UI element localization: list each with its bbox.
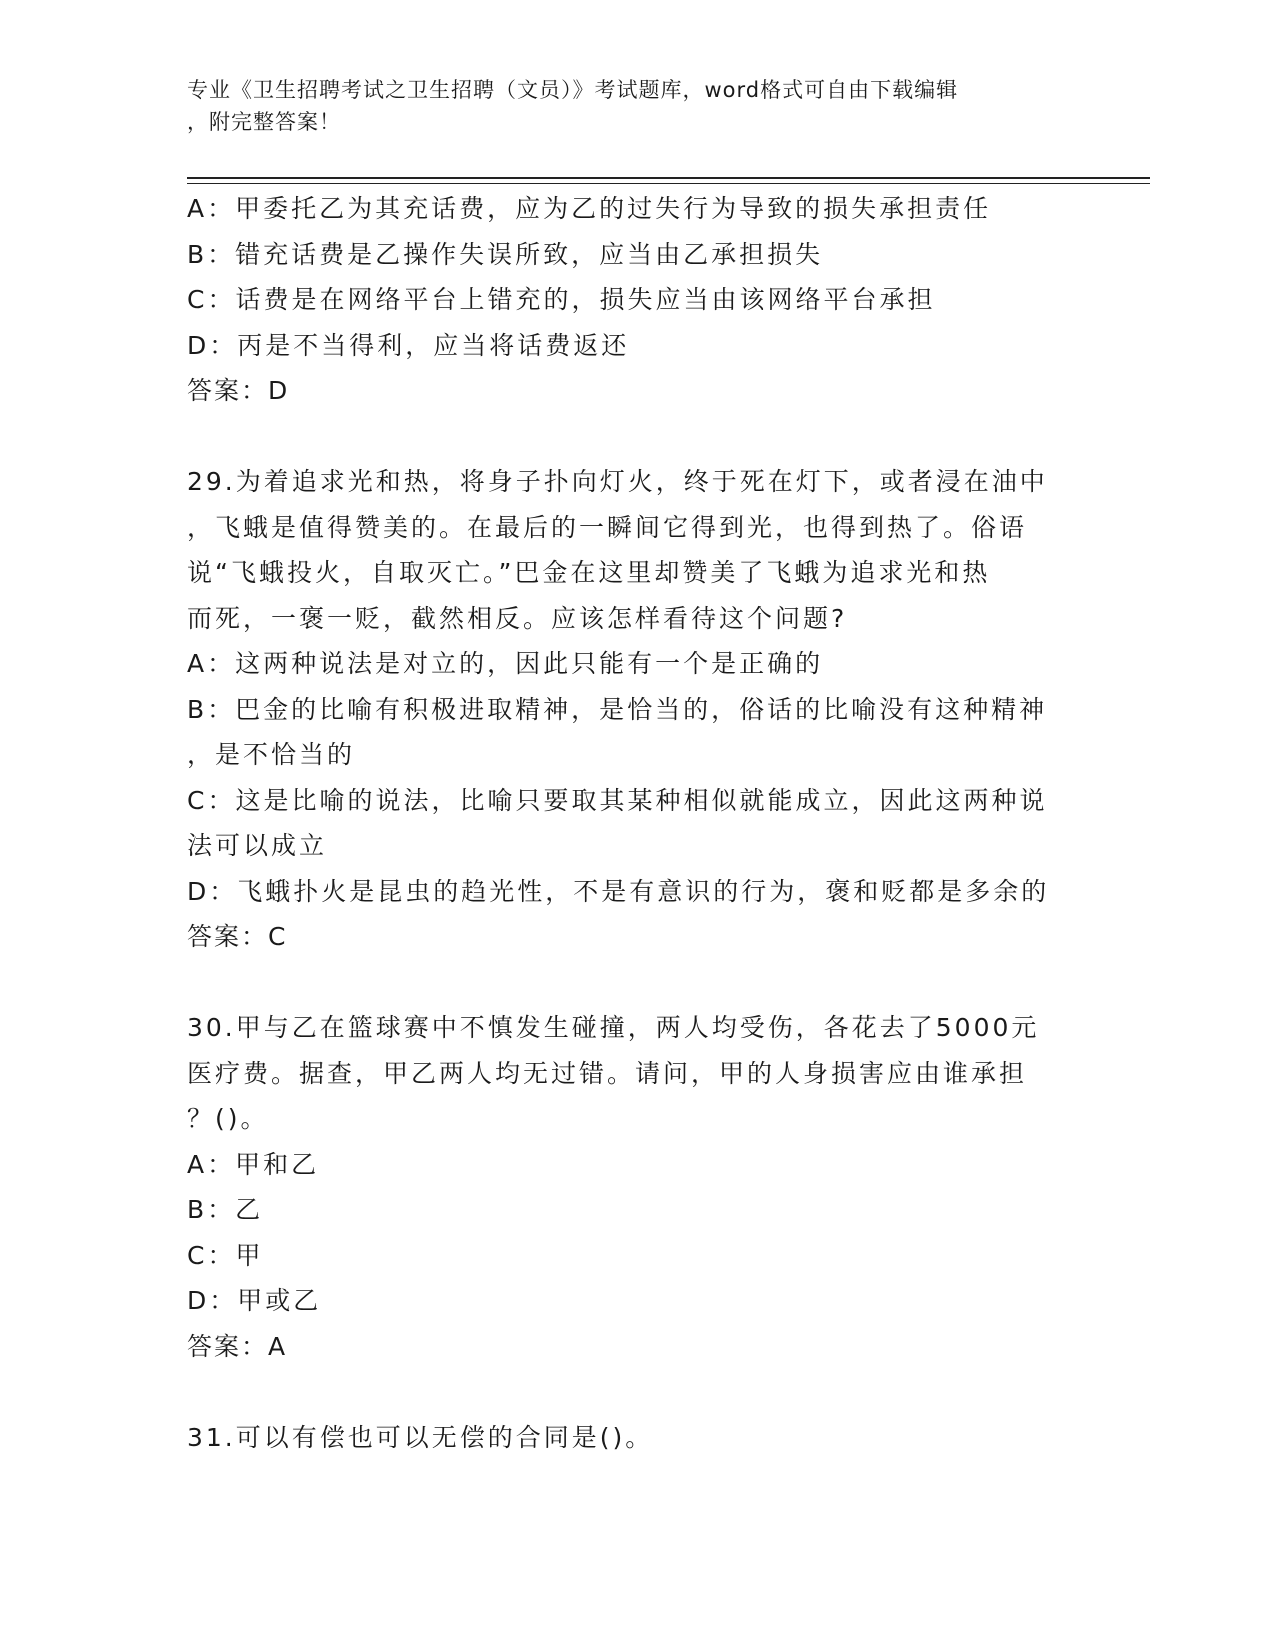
answer: 答案：A	[187, 1331, 288, 1361]
question-29	[187, 459, 1067, 960]
option-a: A：甲委托乙为其充话费，应为乙的过失行为导致的损失承担责任	[187, 194, 992, 223]
question-stem: ？()。	[187, 1104, 269, 1133]
spacer	[187, 414, 1067, 460]
option-c: C：话费是在网络平台上错充的，损失应当由该网络平台承担	[187, 285, 936, 314]
spacer	[187, 1369, 1067, 1415]
option-c-continued: 法可以成立	[187, 831, 328, 860]
question-30	[187, 1005, 1067, 1369]
question-stem: 29.为着追求光和热，将身子扑向灯火，终于死在灯下，或者浸在油中	[187, 467, 1048, 496]
answer: 答案：C	[187, 922, 288, 951]
option-a: A：甲和乙	[187, 1149, 320, 1179]
question-stem: ，飞蛾是值得赞美的。在最后的一瞬间它得到光，也得到热了。俗语	[187, 512, 1028, 542]
question-stem: 31.可以有偿也可以无偿的合同是()。	[187, 1422, 654, 1452]
header-line-2: ，附完整答案！	[187, 110, 341, 134]
option-b: B：巴金的比喻有积极进取精神，是恰当的，俗话的比喻没有这种精神	[187, 694, 1048, 724]
option-d: D：飞蛾扑火是昆虫的趋光性，不是有意识的行为，褒和贬都是多余的	[187, 876, 1050, 906]
header-divider-thick	[187, 177, 1150, 179]
answer: 答案：D	[187, 376, 290, 405]
option-b-continued: ，是不恰当的	[187, 740, 356, 769]
question-stem: 医疗费。据查，甲乙两人均无过错。请问，甲的人身损害应由谁承担	[187, 1058, 1028, 1088]
header-line-1: 专业《卫生招聘考试之卫生招聘（文员）》考试题库，word格式可自由下载编辑	[187, 78, 959, 102]
option-b: B：错充话费是乙操作失误所致，应当由乙承担损失	[187, 239, 824, 269]
option-b: B：乙	[187, 1195, 264, 1224]
question-31	[187, 1415, 1067, 1461]
document-header	[187, 74, 1067, 138]
question-stem: 30.甲与乙在篮球赛中不慎发生碰撞，两人均受伤，各花去了5000元	[187, 1013, 1040, 1042]
option-c: C：甲	[187, 1240, 264, 1270]
option-d: D：甲或乙	[187, 1286, 322, 1315]
spacer	[187, 960, 1067, 1006]
option-a: A：这两种说法是对立的，因此只能有一个是正确的	[187, 649, 824, 678]
question-stem: 而死，一褒一贬，截然相反。应该怎样看待这个问题?	[187, 603, 848, 633]
question-stem: 说“飞蛾投火，自取灭亡。”巴金在这里却赞美了飞蛾为追求光和热	[187, 558, 991, 587]
option-d: D：丙是不当得利，应当将话费返还	[187, 330, 630, 360]
question-content	[187, 186, 1067, 1460]
question-28	[187, 186, 1067, 414]
header-divider-thin	[187, 183, 1150, 184]
option-c: C：这是比喻的说法，比喻只要取其某种相似就能成立，因此这两种说	[187, 785, 1048, 815]
